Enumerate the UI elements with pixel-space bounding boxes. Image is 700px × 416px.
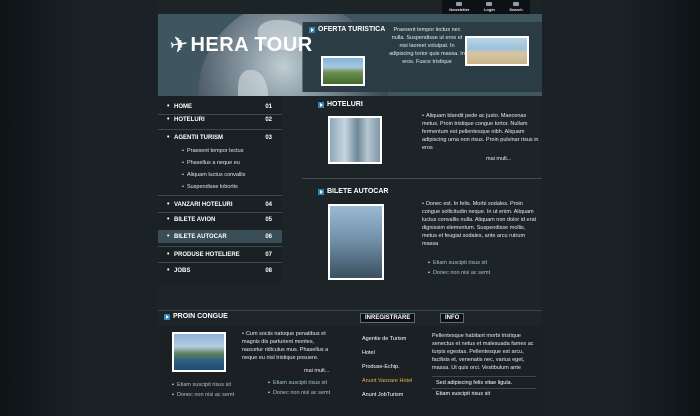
submenu-item[interactable]: • Phasellus a neque eu — [182, 160, 240, 166]
submenu-item[interactable]: • Suspendisse lobortis — [182, 184, 238, 190]
section-title-text: BILETE AUTOCAR — [327, 188, 389, 195]
footer-link-hotel[interactable]: Hotel — [362, 350, 375, 356]
arrow-icon — [318, 189, 324, 195]
nav-search-label: Search — [509, 7, 523, 12]
sidebar-item-home[interactable] — [158, 100, 282, 113]
footer-link-anunt-job[interactable]: Anunt JobTurism — [362, 392, 404, 398]
offer-title — [309, 26, 385, 33]
menu-divider — [158, 129, 282, 130]
info-link[interactable]: Etiam suscipit risus sit — [436, 391, 491, 397]
sidebar-item-label: • VANZARI HOTELURI — [174, 201, 233, 208]
offer-box — [302, 22, 542, 92]
sidebar-item-hoteluri[interactable] — [158, 113, 282, 126]
arrow-icon — [318, 102, 324, 108]
list-item[interactable]: • Etiam suscipit risus sit — [428, 260, 487, 266]
sidebar-item-label: • JOBS — [174, 267, 191, 274]
section-title-bilete — [318, 188, 388, 195]
top-nav — [442, 0, 530, 14]
sidebar-item-produse-hoteliere[interactable] — [158, 248, 282, 261]
sidebar-item-num: 08 — [265, 267, 272, 274]
sidebar-item-label: • BILETE AVION — [174, 216, 216, 223]
main-content — [302, 96, 542, 310]
airplane-icon: ✈ — [168, 31, 191, 59]
proin-thumbnail[interactable] — [172, 332, 226, 372]
sidebar-item-label: • PRODUSE HOTELIERE — [174, 251, 240, 258]
proin-body: Cum sociis natoque penatibus et magnis dis parturient montes, nascetur ridiculus mus. Phasellus a neque eu nisl tristique posuere. — [242, 331, 329, 361]
sidebar — [158, 96, 282, 284]
submenu-item[interactable]: • Praesent tempor lectus — [182, 148, 244, 154]
hotel-thumbnail[interactable] — [328, 116, 382, 164]
search-icon — [513, 2, 519, 6]
brand-name: HERA TOUR — [190, 34, 313, 56]
bilete-text: • Donec est. In felis. Morbi sodales. Proin congue sollicitudin neque. In ut enim. Aliquam luctus convallis nulla. Aliquam non dolor id erat dignissim elementum. Suspendisse mollis, metus et feugiat sodales, ante arcu rutrum massa — [422, 201, 537, 247]
sidebar-item-vanzari-hoteluri[interactable] — [158, 198, 282, 211]
offer-thumb-mountain[interactable] — [321, 56, 365, 86]
sidebar-item-agentii-turism[interactable] — [158, 131, 282, 144]
list-item[interactable]: • Donec non nisi ac semt — [172, 392, 234, 398]
offer-thumb-beach[interactable] — [465, 36, 529, 66]
hoteluri-body: Aliquam blandit pede ac justo. Maecenas metus. Proin tristique congue tortor. Nullam fermentum est pellentesque nibh. Aliquam adipiscing urna non risus. Proin pulvinar risus in eros — [422, 113, 539, 151]
list-item[interactable]: • Donec non nisi ac semt — [428, 270, 490, 276]
footer-link-agentie[interactable]: Agentie de Turism — [362, 336, 407, 342]
sidebar-item-bilete-autocar[interactable] — [158, 230, 282, 243]
sidebar-item-jobs[interactable] — [158, 264, 282, 277]
footer-link-anunt-vanzare[interactable]: Anunt Vanzare Hotel — [362, 378, 413, 384]
section-title-hoteluri — [318, 101, 363, 108]
nav-login-label: Login — [483, 7, 495, 12]
login-icon — [486, 2, 492, 6]
sidebar-item-label: • AGENTII TURISM — [174, 134, 223, 141]
lower-section — [158, 310, 542, 416]
sidebar-item-num: 02 — [265, 116, 272, 123]
menu-divider — [158, 262, 282, 263]
proin-text: • Cum sociis natoque penatibus et magnis dis parturient montes, nascetur ridiculus mus. Phasellus a neque eu nisl tristique posuere. — [242, 331, 329, 361]
sidebar-item-num: 05 — [265, 216, 272, 223]
menu-divider — [158, 246, 282, 247]
info-divider — [432, 388, 536, 389]
nav-login[interactable] — [484, 2, 495, 12]
offer-title-text: OFERTA TURISTICA — [318, 26, 386, 33]
nav-newsletter[interactable] — [449, 2, 469, 12]
submenu-item[interactable]: • Aliquam luctus convallis — [182, 172, 245, 178]
section-divider — [302, 178, 542, 179]
bilete-body: Donec est. In felis. Morbi sodales. Proin congue sollicitudin neque. In ut enim. Aliquam luctus convallis nulla. Aliquam non dolor id erat dignissim elementum. Suspendisse mollis, metus et feugiat sodales, ante arcu rutrum massa — [422, 201, 537, 247]
sidebar-item-num: 03 — [265, 134, 272, 141]
info-text: Pellentesque habitant morbi tristique senectus et netus et malesuada fames ac turpis egestas. Pellentesque est arcu, facilisis et, venenatis nec, varius eget, massa. Ut quis orci. Vestibulum ante — [432, 333, 534, 371]
list-item[interactable]: • Donec non nisi ac semt — [268, 390, 330, 396]
nav-search[interactable] — [509, 2, 522, 12]
more-link[interactable]: mai mult... — [486, 156, 512, 162]
sidebar-item-label: • BILETE AUTOCAR — [174, 233, 227, 240]
list-item[interactable]: • Etiam suscipit risus sit — [172, 382, 231, 388]
section-title-text: HOTELURI — [327, 101, 363, 108]
sidebar-item-num: 06 — [265, 233, 272, 240]
arrow-icon — [164, 314, 170, 320]
logo[interactable] — [168, 31, 313, 59]
autocar-thumbnail[interactable] — [328, 204, 384, 280]
section-title-text: PROIN CONGUE — [173, 313, 228, 320]
sidebar-item-num: 04 — [265, 201, 272, 208]
sidebar-item-num: 01 — [265, 103, 272, 110]
inregistrare-tab[interactable]: INREGISTRARE — [360, 313, 415, 323]
nav-newsletter-label: Newsletter — [449, 7, 470, 12]
arrow-icon — [309, 27, 315, 33]
sidebar-item-bilete-avion[interactable] — [158, 213, 282, 226]
sidebar-item-label: • HOME — [174, 103, 192, 110]
hoteluri-text: • Aliquam blandit pede ac justo. Maecenas metus. Proin tristique congue tortor. Nullam fermentum est pellentesque nibh. Aliquam adipiscing urna non risus. Proin pulvinar risus in eros — [422, 113, 539, 151]
sidebar-item-num: 07 — [265, 251, 272, 258]
section-title-proin — [164, 313, 228, 320]
footer-link-produse[interactable]: Produse-Echip. — [362, 364, 400, 370]
sidebar-item-label: • HOTELURI — [174, 116, 205, 123]
list-item[interactable]: • Etiam suscipit risus sit — [268, 380, 327, 386]
info-divider — [432, 376, 536, 377]
more-link[interactable]: mai mult... — [304, 368, 330, 374]
newsletter-icon — [456, 2, 462, 6]
offer-text: Praesent tempor lectus nec nulla. Suspendisse ut eros et nisi laoreet volutpat. In adipiscing tortor quis massa. In eros. Fusce tristique — [389, 27, 465, 65]
info-tab[interactable]: INFO — [440, 313, 464, 323]
menu-divider — [158, 195, 282, 196]
info-link[interactable]: Sed adipiscing felis vitae ligula. — [436, 380, 513, 386]
